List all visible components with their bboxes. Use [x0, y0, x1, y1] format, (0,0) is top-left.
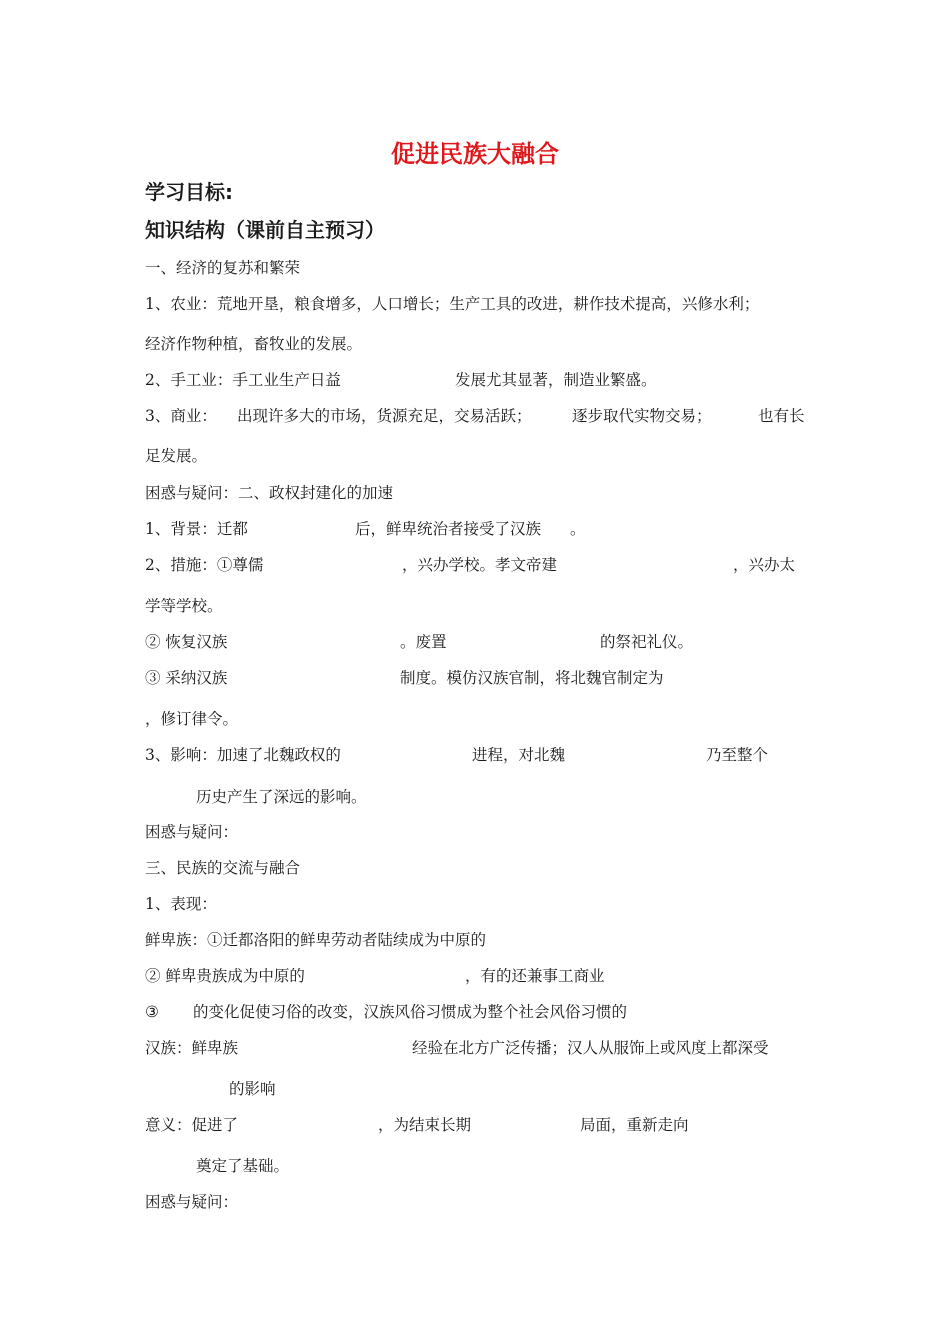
structure-heading: 知识结构（课前自主预习）: [145, 218, 385, 242]
han-line-end: 经验在北方广泛传播；汉人从服饰上或风度上都深受: [412, 1039, 769, 1057]
commerce-text-2: 逐步取代实物交易；: [572, 407, 712, 425]
meaning-line-start: 意义：促进了: [145, 1116, 239, 1134]
xianbei-line-1: 鲜卑族：①迁都洛阳的鲜卑劳动者陆续成为中原的: [145, 931, 487, 949]
doubt-label-3: 困惑与疑问：: [145, 1193, 239, 1211]
xianbei-line-3-marker: ③: [145, 1003, 159, 1021]
commerce-text-1: 出现许多大的市场，货源充足，交易活跃；: [237, 407, 532, 425]
measure-2-mid: 。废置: [400, 633, 447, 651]
measures-line-2: 学等学校。: [145, 597, 223, 615]
measure-3-line-2: ，修订律令。: [145, 710, 239, 728]
measures-line-mid: ，兴办学校。孝文帝建: [402, 556, 558, 574]
xianbei-line-2-start: ② 鲜卑贵族成为中原的: [145, 967, 305, 985]
measure-2-start: ② 恢复汉族: [145, 633, 228, 651]
meaning-line-2: 奠定了基础。: [196, 1157, 290, 1175]
measure-3-mid: 制度。模仿汉族官制，将北魏官制定为: [400, 669, 664, 687]
han-line-start: 汉族：鲜卑族: [145, 1039, 239, 1057]
impact-line-mid: 进程，对北魏: [472, 746, 566, 764]
handicraft-line-end: 发展尤其显著，制造业繁盛。: [455, 371, 657, 389]
xianbei-line-3-text: 的变化促使习俗的改变，汉族风俗习惯成为整个社会风俗习惯的: [193, 1003, 628, 1021]
page-title: 促进民族大融合: [391, 140, 559, 168]
section-3-heading: 三、民族的交流与融合: [145, 859, 301, 877]
background-line-start: 1、背景：迁都: [145, 520, 248, 538]
commerce-line-2: 足发展。: [145, 447, 208, 465]
background-line-mid: 后，鲜卑统治者接受了汉族: [355, 520, 542, 538]
measure-3-start: ③ 采纳汉族: [145, 669, 228, 687]
commerce-label: 3、商业：: [145, 407, 217, 425]
meaning-line-end: 局面，重新走向: [580, 1116, 689, 1134]
xianbei-line-2-end: ，有的还兼事工商业: [465, 967, 605, 985]
section-2-heading: 困惑与疑问：二、政权封建化的加速: [145, 484, 394, 502]
doubt-label-2: 困惑与疑问：: [145, 823, 239, 841]
impact-line-end: 乃至整个: [706, 746, 769, 764]
commerce-text-3: 也有长: [758, 407, 805, 425]
agriculture-line-1: 1、农业：荒地开垦，粮食增多，人口增长；生产工具的改进，耕作技术提高，兴修水利；: [145, 295, 760, 313]
objectives-heading: 学习目标:: [145, 180, 233, 204]
agriculture-line-2: 经济作物种植，畜牧业的发展。: [145, 335, 363, 353]
impact-line-2: 历史产生了深远的影响。: [196, 788, 367, 806]
han-line-2: 的影响: [229, 1080, 276, 1098]
handicraft-line-start: 2、手工业：手工业生产日益: [145, 371, 341, 389]
expression-label: 1、表现：: [145, 895, 217, 913]
meaning-line-mid: ，为结束长期: [378, 1116, 472, 1134]
measure-2-end: 的祭祀礼仪。: [600, 633, 694, 651]
impact-line-start: 3、影响：加速了北魏政权的: [145, 746, 341, 764]
background-line-end: 。: [570, 520, 586, 538]
measures-line-end: ，兴办太: [733, 556, 796, 574]
section-1-heading: 一、经济的复苏和繁荣: [145, 259, 301, 277]
measures-line-start: 2、措施：①尊儒: [145, 556, 264, 574]
